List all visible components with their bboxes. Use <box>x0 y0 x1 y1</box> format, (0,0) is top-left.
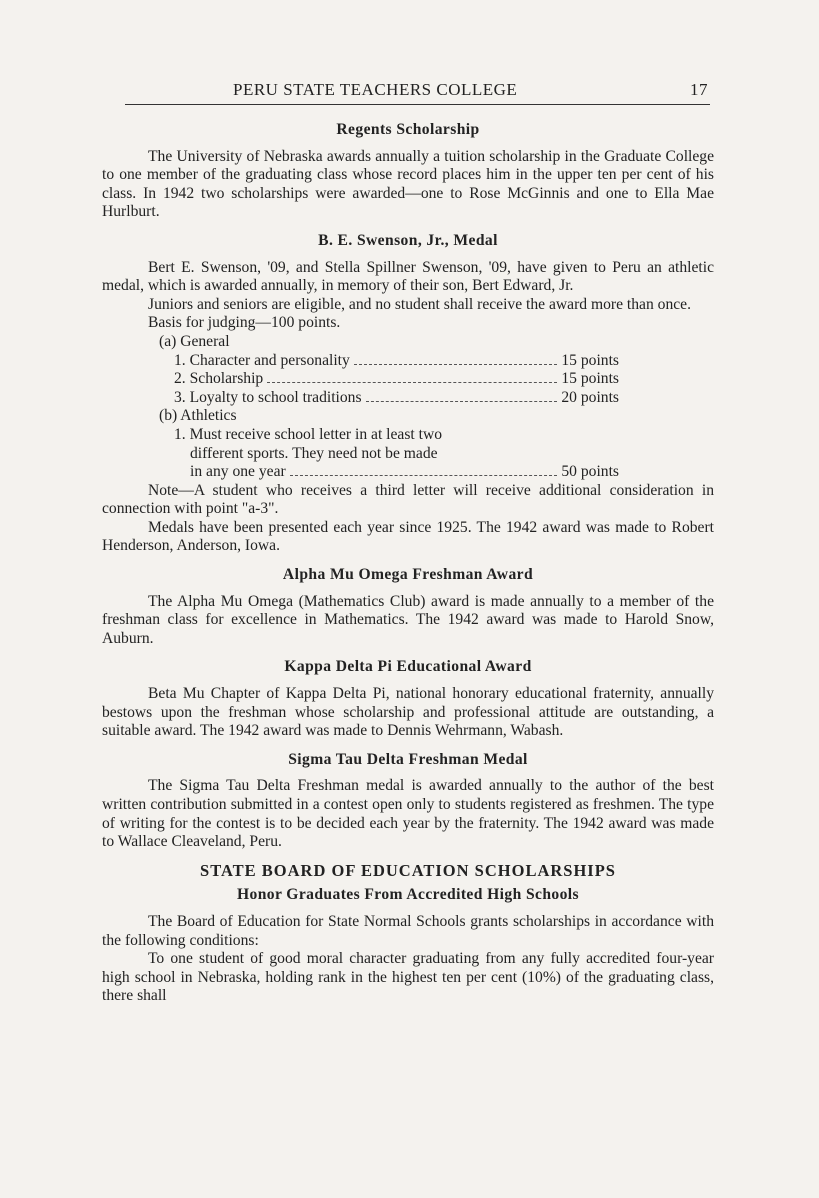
alpha-heading: Alpha Mu Omega Freshman Award <box>282 566 534 584</box>
regents-section <box>102 121 714 222</box>
criterion-points: 15 points <box>561 351 619 369</box>
criterion-row <box>159 352 619 371</box>
state-subheading: Honor Graduates From Accredited High Schools <box>236 886 580 904</box>
page-content <box>102 121 714 1016</box>
criteria-group-a <box>102 333 714 407</box>
athletics-line-1: 1. Must receive school letter in at least two <box>174 425 443 443</box>
dot-leader <box>366 389 558 402</box>
swenson-heading: B. E. Swenson, Jr., Medal <box>318 231 498 249</box>
page-number: 17 <box>690 80 708 99</box>
dot-leader <box>354 352 558 365</box>
state-heading: STATE BOARD OF EDUCATION SCHOLARSHIPS <box>200 860 616 880</box>
swenson-basis: Basis for judging—100 points. <box>148 314 341 332</box>
athletics-line-2: different sports. They need not be made <box>190 444 438 462</box>
kappa-heading: Kappa Delta Pi Educational Award <box>284 658 532 676</box>
criteria-group-b <box>102 407 714 481</box>
athletics-line-3-row <box>174 463 619 482</box>
kappa-section <box>102 658 714 740</box>
swenson-paragraph-2: Juniors and seniors are eligible, and no student shall receive the award more than once. <box>148 295 692 313</box>
group-b-label: (b) Athletics <box>159 407 237 425</box>
regents-paragraph: The University of Nebraska awards annually a tuition scholarship in the Graduate College to one member of the graduating class whose record places him in the upper ten per cent of his class. In 1942 two scholarships were awarded—one to Rose McGinnis and one to Ella Mae Hurlburt. <box>102 147 714 221</box>
criterion-row <box>159 389 619 408</box>
sigma-heading: Sigma Tau Delta Freshman Medal <box>288 750 528 768</box>
running-header <box>125 80 710 105</box>
criterion-label: 3. Loyalty to school traditions <box>174 388 362 406</box>
regents-heading: Regents Scholarship <box>336 121 480 138</box>
state-paragraph-1: The Board of Education for State Normal Schools grants scholarships in accordance with the following conditions: <box>102 912 714 949</box>
criterion-label: 1. Character and personality <box>174 351 350 369</box>
athletics-points: 50 points <box>561 463 619 481</box>
sigma-section <box>102 751 714 852</box>
alpha-paragraph: The Alpha Mu Omega (Mathematics Club) award is made annually to a member of the freshman class for excellence in Mathematics. The 1942 award was made to Harold Snow, Auburn. <box>102 592 714 647</box>
sigma-paragraph: The Sigma Tau Delta Freshman medal is awarded annually to the author of the best written contribution submitted in a contest open only to students registered as freshmen. The type of writing for the contest is to be decided each year by the fraternity. The 1942 award was made to Wallace Cleaveland, Peru. <box>102 777 714 851</box>
state-paragraph-2: To one student of good moral character graduating from any fully accredited four-year high school in Nebraska, holding rank in the highest ten per cent (10%) of the graduating class, there shall <box>102 950 714 1005</box>
swenson-paragraph-1: Bert E. Swenson, '09, and Stella Spillner Swenson, '09, have given to Peru an athletic medal, which is awarded annually, in memory of their son, Bert Edward, Jr. <box>102 258 714 295</box>
swenson-section <box>102 232 714 556</box>
dot-leader <box>290 463 558 476</box>
criterion-points: 20 points <box>561 388 619 406</box>
criterion-row <box>159 370 619 389</box>
criterion-label: 2. Scholarship <box>174 370 264 388</box>
header-title: PERU STATE TEACHERS COLLEGE <box>233 80 518 99</box>
state-section <box>102 862 714 1006</box>
athletics-criterion <box>159 426 619 482</box>
athletics-line-3: in any one year <box>190 463 286 481</box>
alpha-section <box>102 566 714 648</box>
group-a-label: (a) General <box>159 332 230 350</box>
dot-leader <box>267 370 557 383</box>
kappa-paragraph: Beta Mu Chapter of Kappa Delta Pi, national honorary educational fraternity, annually bestows upon the freshman whose scholarship and professional attitude are outstanding, a suitable award. The 1942 award was made to Dennis Wehrmann, Wabash. <box>102 685 714 740</box>
swenson-medals: Medals have been presented each year since 1925. The 1942 award was made to Robert Henderson, Anderson, Iowa. <box>102 518 714 555</box>
criterion-points: 15 points <box>561 370 619 388</box>
swenson-note: Note—A student who receives a third letter will receive additional consideration in connection with point "a-3". <box>102 481 714 518</box>
